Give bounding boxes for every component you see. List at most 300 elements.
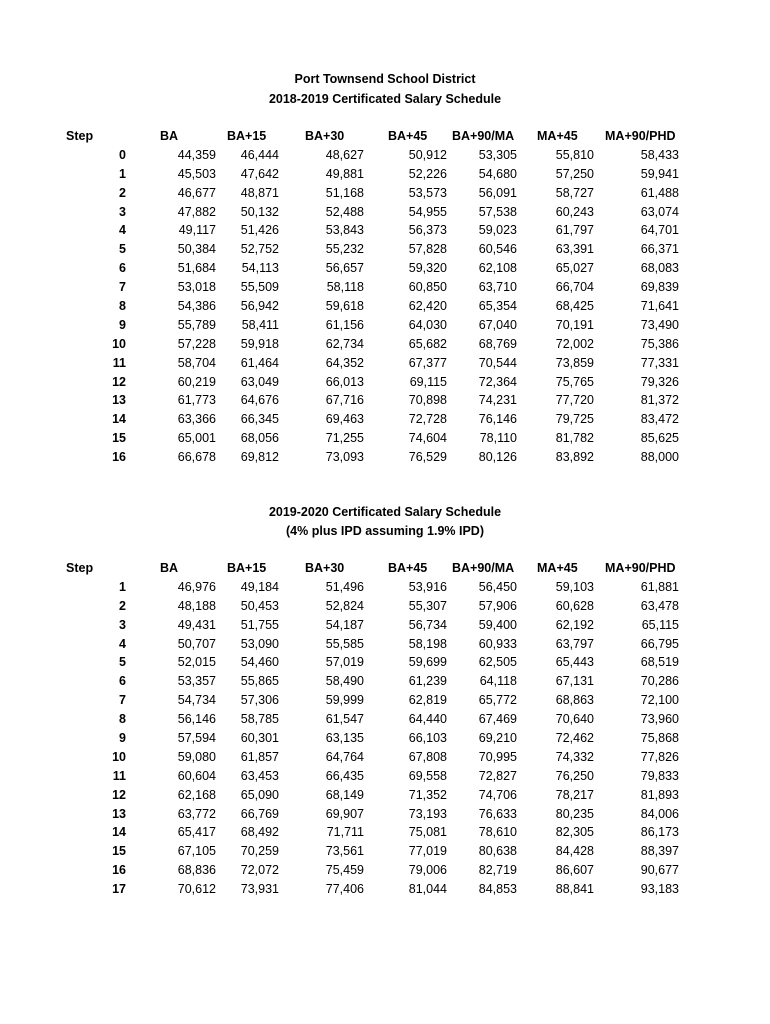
salary-cell: 57,019: [325, 655, 364, 670]
salary-cell: 63,772: [177, 806, 216, 821]
salary-cell: 86,173: [640, 825, 679, 840]
salary-cell: 67,105: [177, 844, 216, 859]
salary-cell: 68,836: [177, 863, 216, 878]
salary-cell: 71,711: [326, 825, 364, 840]
salary-cell: 62,505: [478, 655, 517, 670]
salary-cell: 69,463: [325, 412, 364, 427]
salary-cell: 50,912: [408, 147, 447, 162]
salary-cell: 63,074: [640, 204, 679, 219]
salary-cell: 61,464: [240, 355, 279, 370]
salary-cell: 66,795: [640, 636, 679, 651]
salary-cell: 64,118: [479, 674, 517, 689]
salary-cell: 64,030: [408, 317, 447, 332]
column-header: BA+90/MA: [452, 561, 515, 575]
salary-cell: 66,371: [640, 242, 679, 257]
step-number: 12: [112, 787, 126, 802]
salary-cell: 44,359: [177, 147, 216, 162]
salary-cell: 80,235: [555, 806, 594, 821]
salary-cell: 54,734: [177, 693, 216, 708]
salary-cell: 61,156: [325, 317, 364, 332]
salary-cell: 74,332: [555, 749, 594, 764]
salary-cell: 83,472: [640, 412, 679, 427]
salary-cell: 55,509: [240, 280, 279, 295]
salary-cell: 57,228: [177, 336, 216, 351]
salary-cell: 70,191: [555, 317, 594, 332]
table-header: [0, 559, 770, 578]
column-header: BA+15: [227, 561, 267, 575]
salary-cell: 65,682: [408, 336, 447, 351]
salary-cell: 62,819: [408, 693, 447, 708]
column-header: BA+90/MA: [452, 129, 515, 143]
step-number: 17: [112, 882, 126, 897]
salary-cell: 58,785: [240, 712, 279, 727]
salary-cell: 58,118: [326, 280, 364, 295]
salary-table-2018: [0, 127, 770, 467]
salary-cell: 55,307: [408, 598, 447, 613]
salary-cell: 61,547: [325, 712, 364, 727]
salary-cell: 52,015: [177, 655, 216, 670]
salary-cell: 69,115: [409, 374, 447, 389]
salary-cell: 53,018: [177, 280, 216, 295]
salary-cell: 79,326: [640, 374, 679, 389]
salary-table-2019: [0, 559, 770, 899]
table-row: [0, 316, 770, 335]
table-row: [0, 221, 770, 240]
salary-cell: 84,853: [478, 882, 517, 897]
salary-cell: 70,995: [478, 749, 517, 764]
salary-cell: 67,040: [478, 317, 517, 332]
salary-cell: 69,210: [478, 731, 517, 746]
salary-cell: 64,676: [240, 393, 279, 408]
salary-cell: 68,863: [555, 693, 594, 708]
salary-cell: 73,859: [555, 355, 594, 370]
salary-cell: 65,027: [555, 261, 594, 276]
salary-cell: 64,764: [325, 749, 364, 764]
step-number: 1: [119, 166, 126, 181]
salary-cell: 86,607: [555, 863, 594, 878]
table-row: [0, 880, 770, 899]
salary-cell: 60,546: [478, 242, 517, 257]
salary-cell: 47,642: [240, 166, 279, 181]
salary-cell: 57,828: [408, 242, 447, 257]
schedule-2018-title: 2018-2019 Certificated Salary Schedule: [268, 92, 502, 106]
salary-cell: 53,843: [325, 223, 364, 238]
salary-cell: 55,585: [325, 636, 364, 651]
salary-cell: 58,727: [555, 185, 594, 200]
step-number: 5: [119, 655, 126, 670]
salary-cell: 54,386: [177, 299, 216, 314]
salary-cell: 80,638: [478, 844, 517, 859]
salary-cell: 74,706: [478, 787, 517, 802]
step-number: 8: [119, 712, 126, 727]
salary-cell: 76,529: [408, 450, 447, 465]
column-header: MA+45: [537, 129, 578, 143]
table-row: [0, 597, 770, 616]
salary-cell: 75,386: [640, 336, 679, 351]
salary-cell: 55,789: [177, 317, 216, 332]
salary-cell: 72,072: [240, 863, 279, 878]
salary-cell: 56,942: [240, 299, 279, 314]
table-row: [0, 861, 770, 880]
salary-cell: 65,443: [555, 655, 594, 670]
salary-cell: 64,701: [640, 223, 679, 238]
table-row: [0, 616, 770, 635]
salary-cell: 82,719: [478, 863, 517, 878]
table-body: [0, 146, 770, 467]
step-number: 6: [119, 261, 126, 276]
salary-cell: 70,286: [640, 674, 679, 689]
salary-cell: 63,453: [240, 768, 279, 783]
salary-cell: 81,893: [640, 787, 679, 802]
step-number: 15: [112, 431, 126, 446]
salary-cell: 65,772: [478, 693, 517, 708]
salary-cell: 58,704: [177, 355, 216, 370]
table-row: [0, 373, 770, 392]
table-row: [0, 335, 770, 354]
column-header: BA+30: [305, 561, 345, 575]
step-number: 10: [112, 749, 126, 764]
table-row: [0, 635, 770, 654]
salary-cell: 60,850: [408, 280, 447, 295]
salary-cell: 74,604: [408, 431, 447, 446]
salary-cell: 62,192: [555, 617, 594, 632]
salary-cell: 49,431: [177, 617, 216, 632]
salary-cell: 81,782: [555, 431, 594, 446]
step-number: 11: [112, 355, 126, 370]
salary-cell: 80,126: [478, 450, 517, 465]
salary-cell: 71,352: [408, 787, 447, 802]
step-number: 8: [119, 299, 126, 314]
salary-cell: 78,110: [479, 431, 517, 446]
table-row: [0, 278, 770, 297]
schedule-2019-title: 2019-2020 Certificated Salary Schedule: [268, 505, 502, 519]
table-row: [0, 786, 770, 805]
salary-cell: 76,250: [555, 768, 594, 783]
salary-cell: 71,641: [640, 299, 679, 314]
table-row: [0, 578, 770, 597]
salary-cell: 58,198: [408, 636, 447, 651]
salary-cell: 59,918: [240, 336, 279, 351]
salary-cell: 56,091: [478, 185, 517, 200]
salary-cell: 59,400: [478, 617, 517, 632]
salary-cell: 56,373: [408, 223, 447, 238]
salary-cell: 59,999: [325, 693, 364, 708]
table-row: [0, 672, 770, 691]
column-header: BA+15: [227, 129, 267, 143]
table-body: [0, 578, 770, 899]
salary-cell: 53,305: [478, 147, 517, 162]
salary-cell: 76,633: [478, 806, 517, 821]
step-number: 7: [119, 693, 126, 708]
salary-cell: 63,797: [555, 636, 594, 651]
salary-cell: 54,113: [241, 261, 279, 276]
salary-cell: 70,640: [555, 712, 594, 727]
step-number: 4: [119, 223, 126, 238]
salary-cell: 72,728: [408, 412, 447, 427]
salary-cell: 68,769: [478, 336, 517, 351]
table-header: [0, 127, 770, 146]
salary-cell: 49,881: [325, 166, 364, 181]
salary-cell: 58,433: [640, 147, 679, 162]
salary-cell: 55,810: [555, 147, 594, 162]
table-row: [0, 653, 770, 672]
salary-cell: 66,103: [408, 731, 447, 746]
salary-cell: 77,826: [640, 749, 679, 764]
salary-cell: 45,503: [177, 166, 216, 181]
salary-cell: 61,773: [177, 393, 216, 408]
salary-cell: 46,677: [177, 185, 216, 200]
column-header: MA+90/PHD: [605, 129, 676, 143]
salary-cell: 66,013: [325, 374, 364, 389]
salary-cell: 90,677: [640, 863, 679, 878]
table-row: [0, 354, 770, 373]
salary-cell: 66,769: [240, 806, 279, 821]
district-title: Port Townsend School District: [294, 72, 476, 86]
salary-cell: 69,839: [640, 280, 679, 295]
salary-cell: 68,492: [240, 825, 279, 840]
salary-cell: 50,453: [240, 598, 279, 613]
step-number: 13: [112, 393, 126, 408]
salary-cell: 51,684: [177, 261, 216, 276]
salary-cell: 70,544: [478, 355, 517, 370]
table-row: [0, 448, 770, 467]
salary-cell: 88,841: [555, 882, 594, 897]
salary-cell: 88,397: [640, 844, 679, 859]
step-number: 14: [112, 412, 126, 427]
table-row: [0, 240, 770, 259]
salary-cell: 57,538: [478, 204, 517, 219]
step-number: 12: [112, 374, 126, 389]
salary-cell: 60,219: [177, 374, 216, 389]
salary-cell: 79,833: [640, 768, 679, 783]
table-row: [0, 203, 770, 222]
step-number: 9: [119, 317, 126, 332]
table-row: [0, 710, 770, 729]
salary-cell: 59,618: [325, 299, 364, 314]
table-row: [0, 429, 770, 448]
salary-cell: 53,357: [177, 674, 216, 689]
salary-cell: 77,406: [325, 882, 364, 897]
column-header: BA+45: [388, 561, 428, 575]
step-number: 14: [112, 825, 126, 840]
salary-cell: 81,044: [408, 882, 447, 897]
salary-cell: 69,558: [408, 768, 447, 783]
salary-cell: 57,594: [177, 731, 216, 746]
salary-cell: 61,881: [640, 579, 679, 594]
salary-cell: 67,377: [408, 355, 447, 370]
column-header: BA+30: [305, 129, 345, 143]
salary-cell: 59,320: [408, 261, 447, 276]
salary-cell: 61,797: [555, 223, 594, 238]
salary-cell: 62,168: [177, 787, 216, 802]
salary-cell: 68,083: [640, 261, 679, 276]
salary-cell: 64,352: [325, 355, 364, 370]
salary-cell: 65,115: [641, 617, 679, 632]
salary-cell: 72,100: [640, 693, 679, 708]
column-header: BA: [160, 129, 179, 143]
table-row: [0, 729, 770, 748]
salary-cell: 63,478: [640, 598, 679, 613]
step-number: 15: [112, 844, 126, 859]
salary-cell: 51,168: [325, 185, 364, 200]
salary-cell: 65,354: [478, 299, 517, 314]
column-header: BA+45: [388, 129, 428, 143]
salary-cell: 47,882: [177, 204, 216, 219]
salary-cell: 85,625: [640, 431, 679, 446]
salary-cell: 62,108: [478, 261, 517, 276]
salary-cell: 65,090: [240, 787, 279, 802]
table-row: [0, 823, 770, 842]
step-column-header: Step: [66, 561, 94, 575]
salary-cell: 63,049: [240, 374, 279, 389]
salary-cell: 61,857: [240, 749, 279, 764]
salary-cell: 56,450: [478, 579, 517, 594]
salary-cell: 50,132: [240, 204, 279, 219]
salary-cell: 57,250: [555, 166, 594, 181]
table-row: [0, 146, 770, 165]
salary-cell: 71,255: [325, 431, 364, 446]
salary-cell: 68,425: [555, 299, 594, 314]
salary-cell: 72,002: [555, 336, 594, 351]
step-number: 11: [112, 768, 126, 783]
salary-cell: 46,444: [240, 147, 279, 162]
salary-cell: 49,184: [240, 579, 279, 594]
salary-cell: 93,183: [640, 882, 679, 897]
salary-cell: 60,604: [177, 768, 216, 783]
salary-cell: 53,573: [408, 185, 447, 200]
salary-cell: 75,459: [325, 863, 364, 878]
salary-cell: 65,001: [177, 431, 216, 446]
salary-cell: 69,907: [325, 806, 364, 821]
salary-cell: 68,149: [325, 787, 364, 802]
step-number: 0: [119, 147, 126, 162]
salary-cell: 61,239: [408, 674, 447, 689]
salary-cell: 67,808: [408, 749, 447, 764]
salary-cell: 62,734: [325, 336, 364, 351]
column-header: BA: [160, 561, 179, 575]
schedule-2019-subtitle: (4% plus IPD assuming 1.9% IPD): [286, 524, 484, 538]
salary-cell: 74,231: [478, 393, 517, 408]
salary-cell: 52,488: [325, 204, 364, 219]
salary-cell: 48,188: [177, 598, 216, 613]
salary-cell: 60,628: [555, 598, 594, 613]
table-row: [0, 842, 770, 861]
salary-cell: 53,916: [408, 579, 447, 594]
salary-cell: 70,259: [240, 844, 279, 859]
salary-cell: 56,657: [325, 261, 364, 276]
salary-cell: 52,752: [240, 242, 279, 257]
salary-cell: 66,678: [177, 450, 216, 465]
step-number: 3: [119, 617, 126, 632]
table-row: [0, 410, 770, 429]
step-number: 7: [119, 280, 126, 295]
salary-cell: 48,627: [325, 147, 364, 162]
salary-cell: 67,716: [325, 393, 364, 408]
salary-cell: 78,217: [555, 787, 594, 802]
salary-cell: 51,426: [240, 223, 279, 238]
step-number: 3: [119, 204, 126, 219]
salary-cell: 65,417: [177, 825, 216, 840]
salary-cell: 81,372: [640, 393, 679, 408]
salary-cell: 64,440: [408, 712, 447, 727]
salary-cell: 68,056: [240, 431, 279, 446]
table-row: [0, 297, 770, 316]
salary-cell: 63,391: [555, 242, 594, 257]
salary-cell: 48,871: [240, 185, 279, 200]
salary-cell: 51,755: [240, 617, 279, 632]
salary-cell: 73,561: [325, 844, 364, 859]
table-row: [0, 391, 770, 410]
salary-cell: 50,707: [177, 636, 216, 651]
salary-cell: 54,460: [240, 655, 279, 670]
salary-cell: 59,941: [640, 166, 679, 181]
salary-cell: 62,420: [408, 299, 447, 314]
salary-cell: 59,699: [408, 655, 447, 670]
salary-cell: 75,081: [408, 825, 447, 840]
salary-cell: 75,765: [555, 374, 594, 389]
salary-cell: 73,960: [640, 712, 679, 727]
salary-cell: 66,435: [325, 768, 364, 783]
salary-cell: 67,131: [555, 674, 594, 689]
salary-cell: 51,496: [325, 579, 364, 594]
salary-cell: 53,090: [240, 636, 279, 651]
salary-cell: 82,305: [555, 825, 594, 840]
salary-cell: 58,490: [325, 674, 364, 689]
salary-cell: 72,462: [555, 731, 594, 746]
salary-cell: 63,135: [325, 731, 364, 746]
step-number: 2: [119, 598, 126, 613]
salary-cell: 56,734: [408, 617, 447, 632]
step-number: 10: [112, 336, 126, 351]
table-row: [0, 165, 770, 184]
salary-cell: 46,976: [177, 579, 216, 594]
salary-cell: 73,490: [640, 317, 679, 332]
salary-cell: 88,000: [640, 450, 679, 465]
salary-cell: 54,680: [478, 166, 517, 181]
table-row: [0, 748, 770, 767]
salary-cell: 83,892: [555, 450, 594, 465]
step-number: 13: [112, 806, 126, 821]
step-number: 16: [112, 450, 126, 465]
step-number: 4: [119, 636, 126, 651]
table-row: [0, 184, 770, 203]
table-row: [0, 767, 770, 786]
salary-cell: 60,933: [478, 636, 517, 651]
salary-cell: 79,006: [408, 863, 447, 878]
salary-cell: 66,704: [555, 280, 594, 295]
salary-cell: 60,243: [555, 204, 594, 219]
salary-cell: 54,187: [325, 617, 364, 632]
column-header: MA+90/PHD: [605, 561, 676, 575]
salary-cell: 77,720: [555, 393, 594, 408]
step-column-header: Step: [66, 129, 94, 143]
salary-cell: 77,331: [640, 355, 679, 370]
salary-cell: 84,428: [555, 844, 594, 859]
salary-cell: 52,824: [325, 598, 364, 613]
salary-cell: 73,193: [408, 806, 447, 821]
salary-cell: 66,345: [240, 412, 279, 427]
salary-cell: 84,006: [640, 806, 679, 821]
salary-cell: 67,469: [478, 712, 517, 727]
salary-cell: 72,827: [478, 768, 517, 783]
salary-cell: 76,146: [478, 412, 517, 427]
step-number: 6: [119, 674, 126, 689]
salary-cell: 55,865: [240, 674, 279, 689]
salary-cell: 50,384: [177, 242, 216, 257]
salary-cell: 63,710: [478, 280, 517, 295]
salary-cell: 60,301: [240, 731, 279, 746]
table-row: [0, 805, 770, 824]
